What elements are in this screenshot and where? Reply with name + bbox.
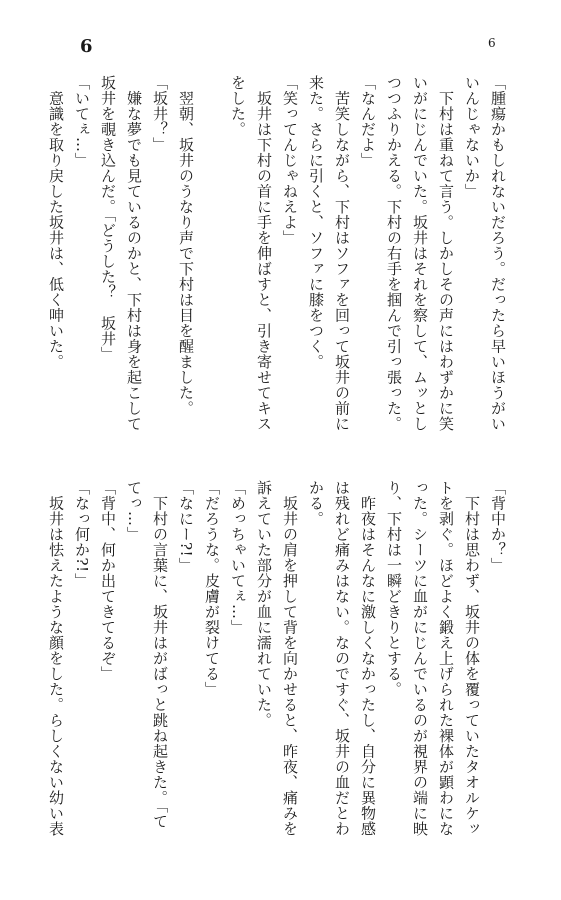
text-line: 「だろうな。皮膚が裂けてる」 xyxy=(203,480,221,697)
upper-text-block xyxy=(43,75,511,455)
text-line: いがにじんでいた。坂井はそれを察して、ムッとし xyxy=(411,75,429,432)
text-line: 坂井は怯えたような顔をした。らしくない幼い表 xyxy=(47,480,65,837)
text-line: り、下村は一瞬どきりとする。 xyxy=(385,480,403,697)
text-line: 「背中か？」 xyxy=(489,480,507,573)
text-line: は残れど痛みはない。なのですぐ、坂井の血だとわ xyxy=(333,480,351,837)
text-line: 昨夜はそんなに激しくなかったし、自分に異物感 xyxy=(359,480,377,837)
text-line: 来た。さらに引くと、ソファに膝をつく。 xyxy=(307,75,325,370)
text-line: 「腫瘍かもしれないだろう。だったら早いほうがい xyxy=(489,75,507,432)
text-line: 下村は思わず、坂井の体を覆っていたタオルケッ xyxy=(463,480,481,837)
text-line: 「笑ってんじゃねえよ」 xyxy=(281,75,299,246)
page-number-right: 6 xyxy=(488,36,496,50)
text-line: 嫌な夢でも見ているのかと、下村は身を起こして xyxy=(125,75,143,432)
text-line: 「いてぇ…」 xyxy=(73,75,91,168)
text-line: った。シーツに血がにじんでいるのが視界の端に映 xyxy=(411,480,429,837)
text-line: 苦笑しながら、下村はソファを回って坂井の前に xyxy=(333,75,351,432)
page-number-left: 6 xyxy=(80,36,93,57)
text-line: 訴えていた部分が血に濡れていた。 xyxy=(255,480,273,728)
text-line: 坂井を覗き込んだ。「どうした？ 坂井」 xyxy=(99,75,117,362)
text-line: つつふりかえる。下村の右手を掴んで引っ張った。 xyxy=(385,75,403,432)
text-line: トを剥ぐ。ほどよく鍛え上げられた裸体が顕わにな xyxy=(437,480,455,837)
text-line: いんじゃないか」 xyxy=(463,75,481,199)
text-line: 「坂井？」 xyxy=(151,75,169,153)
text-line: 「なっ何か?!」 xyxy=(73,480,91,589)
lower-text-block xyxy=(43,480,511,860)
text-line: 下村の言葉に、坂井はがばっと跳ね起きた。「て xyxy=(151,480,169,829)
text-line: 「なにー?!」 xyxy=(177,480,195,573)
text-line: 坂井は下村の首に手を伸ばすと、引き寄せてキス xyxy=(255,75,273,432)
text-line: をした。 xyxy=(229,75,247,137)
text-line: 「なんだよ」 xyxy=(359,75,377,168)
text-line: かる。 xyxy=(307,480,325,527)
text-line xyxy=(199,75,225,455)
text-line: 坂井の肩を押して背を向かせると、昨夜、痛みを xyxy=(281,480,299,837)
text-line: てっ…」 xyxy=(125,480,143,542)
text-line: 下村は重ねて言う。しかしその声にはわずかに笑 xyxy=(437,75,455,432)
text-line: 「背中、何か出てきてるぞ」 xyxy=(99,480,117,682)
text-line: 翌朝、坂井のうなり声で下村は目を醒ました。 xyxy=(177,75,195,416)
text-line: 意識を取り戻した坂井は、低く呻いた。 xyxy=(47,75,65,370)
text-line: 「めっちゃいてぇ…」 xyxy=(229,480,247,635)
